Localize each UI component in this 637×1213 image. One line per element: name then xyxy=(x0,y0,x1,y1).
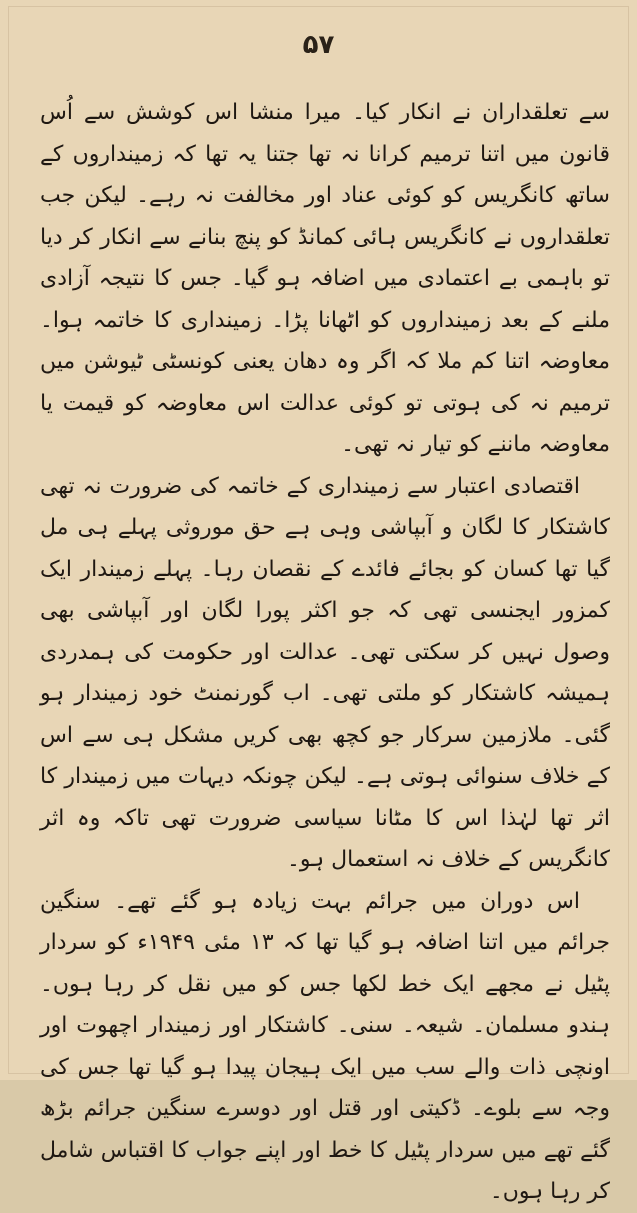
paragraph-1: سے تعلقداران نے انکار کیا۔ میرا منشا اس کوشش سے اُس قانون میں اتنا ترمیم کرانا نہ تھا جتنا یہ تھا کہ زمینداروں کے ساتھ کانگریس کو کوئی عناد اور مخالفت نہ رہے۔ لیکن جب تعلقداروں نے کانگریس ہائی کمانڈ کو پنچ بنانے سے انکار کر دیا تو باہمی بے اعتمادی میں اضافہ ہو گیا۔ جس کا نتیجہ آزادی ملنے کے بعد زمینداروں کو اٹھانا پڑا۔ زمینداری کا خاتمہ ہوا۔ معاوضہ اتنا کم ملا کہ اگر وہ دھان یعنی کونسٹی ٹیوشن میں ترمیم نہ کی ہوتی تو کوئی عدالت اس معاوضہ کو قیمت یا معاوضہ ماننے کو تیار نہ تھی۔ xyxy=(40,100,610,457)
paragraph-2: اقتصادی اعتبار سے زمینداری کے خاتمہ کی ضرورت نہ تھی کاشتکار کا لگان و آبپاشی وہی ہے حق موروثی پہلے ہی مل گیا تھا کسان کو بجائے فائدے کے نقصان رہا۔ پہلے زمیندار ایک کمزور ایجنسی تھی کہ جو اکثر پورا لگان اور آبپاشی بھی وصول نہیں کر سکتی تھی۔ عدالت اور حکومت کی ہمدردی ہمیشہ کاشتکار کو ملتی تھی۔ اب گورنمنٹ خود زمیندار ہو گئی۔ ملازمین سرکار جو کچھ بھی کریں مشکل ہی سے اس کے خلاف سنوائی ہوتی ہے۔ لیکن چونکہ دیہات میں زمیندار کا اثر تھا لہٰذا اس کا مٹانا سیاسی ضرورت تھی تاکہ وہ اثر کانگریس کے خلاف نہ استعمال ہو۔ xyxy=(40,473,610,872)
page-number: ۵۷ xyxy=(302,30,335,60)
paragraph-3: اس دوران میں جرائم بہت زیادہ ہو گئے تھے۔ سنگین جرائم میں اتنا اضافہ ہو گیا تھا کہ ۱۳ مئی ۱۹۴۹ء کو سردار پٹیل نے مجھے ایک خط لکھا جس کو میں نقل کر رہا ہوں۔ ہندو مسلمان۔ شیعہ۔ سنی۔ کاشتکار اور زمیندار اچھوت اور اونچی ذات والے سب میں ایک ہیجان پیدا ہو گیا تھا جس کی وجہ سے بلوے۔ ڈکیتی اور قتل اور دوسرے سنگین جرائم بڑھ گئے تھے میں سردار پٹیل کا خط اور اپنے جواب کا اقتباس شامل کر رہا ہوں۔ xyxy=(40,888,610,1204)
page-body xyxy=(40,92,610,1213)
